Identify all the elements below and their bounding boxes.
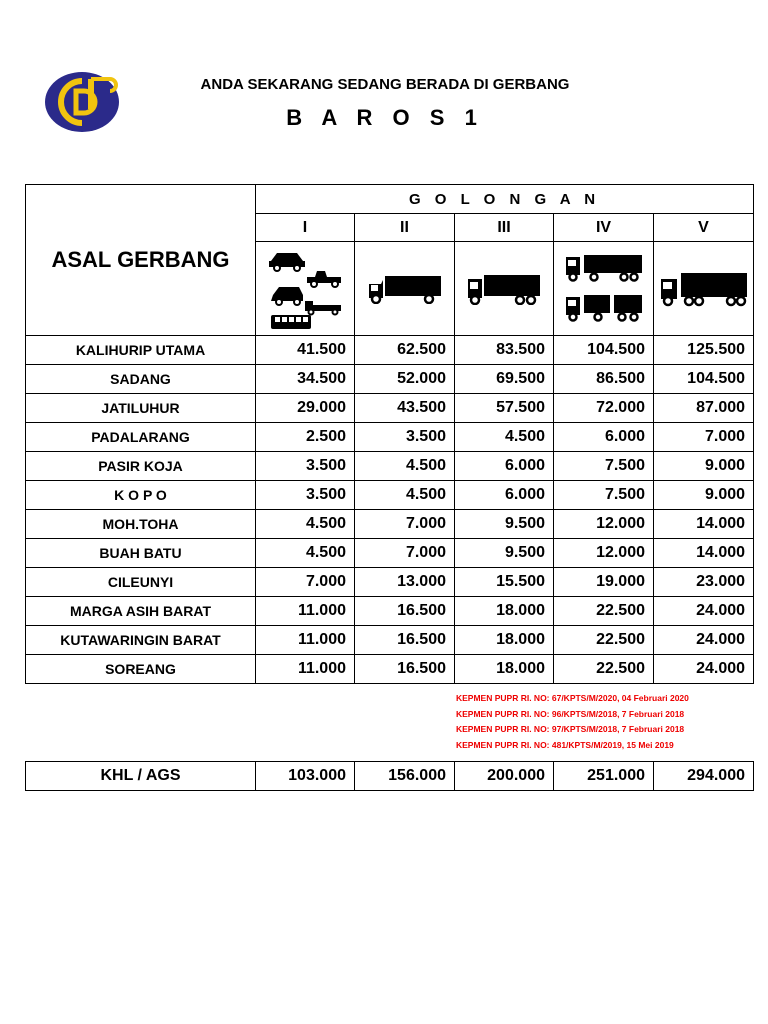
tariff-class-1: 41.500 [256,336,355,365]
gate-name: B A R O S 1 [286,105,484,130]
tariff-class-2: 16.500 [355,626,455,655]
class-5-vehicle [654,242,754,336]
tariff-class-5: 23.000 [654,568,754,597]
tariff-class-4: 6.000 [554,423,654,452]
class-4-vehicles [554,242,654,336]
regulation-note: KEPMEN PUPR RI. NO: 97/KPTS/M/2018, 7 Februari 2018 [456,724,685,734]
class-header-3: III [455,214,554,242]
tariff-class-3: 15.500 [455,568,554,597]
tariff-class-2: 13.000 [355,568,455,597]
khl-row [26,762,754,791]
tariff-class-3: 6.000 [455,452,554,481]
regulation-note: KEPMEN PUPR RI. NO: 67/KPTS/M/2020, 04 Februari 2020 [456,693,689,703]
truck-5-axle-icon [659,271,749,307]
tariff-class-5: 9.000 [654,452,754,481]
tariff-class-2: 7.000 [355,510,455,539]
tariff-class-5: 24.000 [654,597,754,626]
origin-gate-name: SOREANG [26,655,256,684]
class-1-vehicles [256,242,355,336]
origin-gate-name: KALIHURIP UTAMA [26,336,256,365]
class-header-1: I [256,214,355,242]
tariff-class-3: 4.500 [455,423,554,452]
origin-gate-name: K O P O [26,481,256,510]
tariff-class-1: 3.500 [256,452,355,481]
table-row [26,539,754,568]
tariff-class-4: 86.500 [554,365,654,394]
origin-gate-name: BUAH BATU [26,539,256,568]
tariff-class-5: 104.500 [654,365,754,394]
tariff-class-3: 9.500 [455,510,554,539]
table-row [26,394,754,423]
tariff-class-5: 24.000 [654,655,754,684]
origin-gate-name: JATILUHUR [26,394,256,423]
class-3-vehicle [455,242,554,336]
tariff-table [25,184,754,684]
table-row [26,655,754,684]
tariff-class-1: 29.000 [256,394,355,423]
regulation-note: KEPMEN PUPR RI. NO: 96/KPTS/M/2018, 7 Februari 2018 [456,708,685,719]
tariff-class-5: 87.000 [654,394,754,423]
tariff-class-4: 12.000 [554,539,654,568]
tariff-class-2: 16.500 [355,655,455,684]
tariff-class-3: 9.500 [455,539,554,568]
car-pickup-bus-icon [267,247,343,331]
tariff-class-1: 11.000 [256,655,355,684]
origin-gate-name: MOH.TOHA [26,510,256,539]
truck-3-axle-icon [466,273,542,305]
logo-icon [44,71,120,133]
table-row [26,452,754,481]
origin-gate-name: PADALARANG [26,423,256,452]
tariff-class-4: 7.500 [554,481,654,510]
khl-tariff-class-4: 251.000 [554,762,654,791]
golongan-header: G O L O N G A N [256,185,754,214]
regulation-note: KEPMEN PUPR RI. NO: 481/KPTS/M/2019, 15 Mei 2019 [456,739,674,750]
table-row [26,626,754,655]
tariff-class-3: 57.500 [455,394,554,423]
tariff-rows [26,336,754,684]
regulation-notes [456,691,689,753]
khl-tariff-class-1: 103.000 [256,762,355,791]
tariff-class-5: 7.000 [654,423,754,452]
toll-operator-logo [44,71,120,133]
tariff-class-5: 9.000 [654,481,754,510]
tariff-class-5: 14.000 [654,539,754,568]
table-row [26,336,754,365]
tariff-class-1: 4.500 [256,539,355,568]
class-header-4: IV [554,214,654,242]
tariff-class-2: 43.500 [355,394,455,423]
khl-label: KHL / AGS [26,762,256,791]
origin-gate-name: KUTAWARINGIN BARAT [26,626,256,655]
tariff-class-3: 18.000 [455,655,554,684]
tariff-class-2: 4.500 [355,481,455,510]
tariff-class-4: 7.500 [554,452,654,481]
class-header-5: V [654,214,754,242]
tariff-class-5: 14.000 [654,510,754,539]
table-row [26,365,754,394]
tariff-class-3: 18.000 [455,597,554,626]
tariff-class-2: 7.000 [355,539,455,568]
class-2-vehicle [355,242,455,336]
origin-gate-name: MARGA ASIH BARAT [26,597,256,626]
asal-gerbang-header: ASAL GERBANG [26,185,256,336]
khl-table [25,761,754,791]
tariff-class-2: 52.000 [355,365,455,394]
tariff-class-3: 6.000 [455,481,554,510]
tariff-class-1: 4.500 [256,510,355,539]
tariff-class-2: 16.500 [355,597,455,626]
khl-tariff-class-3: 200.000 [455,762,554,791]
table-row [26,423,754,452]
origin-gate-name: SADANG [26,365,256,394]
origin-gate-name: CILEUNYI [26,568,256,597]
table-row [26,510,754,539]
tariff-class-1: 11.000 [256,626,355,655]
tariff-class-4: 12.000 [554,510,654,539]
tariff-class-5: 24.000 [654,626,754,655]
tariff-class-3: 83.500 [455,336,554,365]
tariff-class-4: 22.500 [554,655,654,684]
tariff-class-3: 69.500 [455,365,554,394]
tariff-class-4: 104.500 [554,336,654,365]
truck-4-axle-icon [564,251,644,327]
tariff-class-1: 34.500 [256,365,355,394]
table-row [26,597,754,626]
tariff-class-2: 4.500 [355,452,455,481]
table-row [26,481,754,510]
tariff-class-1: 3.500 [256,481,355,510]
table-row [26,568,754,597]
tariff-class-1: 2.500 [256,423,355,452]
tariff-class-4: 72.000 [554,394,654,423]
tariff-class-2: 3.500 [355,423,455,452]
truck-2-axle-icon [367,274,443,304]
tariff-class-4: 22.500 [554,597,654,626]
tariff-class-1: 11.000 [256,597,355,626]
khl-tariff-class-5: 294.000 [654,762,754,791]
tariff-class-3: 18.000 [455,626,554,655]
origin-gate-name: PASIR KOJA [26,452,256,481]
tariff-class-4: 22.500 [554,626,654,655]
tariff-class-2: 62.500 [355,336,455,365]
khl-tariff-class-2: 156.000 [355,762,455,791]
header-subtitle: ANDA SEKARANG SEDANG BERADA DI GERBANG [200,76,570,93]
tariff-class-5: 125.500 [654,336,754,365]
tariff-class-1: 7.000 [256,568,355,597]
class-header-2: II [355,214,455,242]
tariff-class-4: 19.000 [554,568,654,597]
